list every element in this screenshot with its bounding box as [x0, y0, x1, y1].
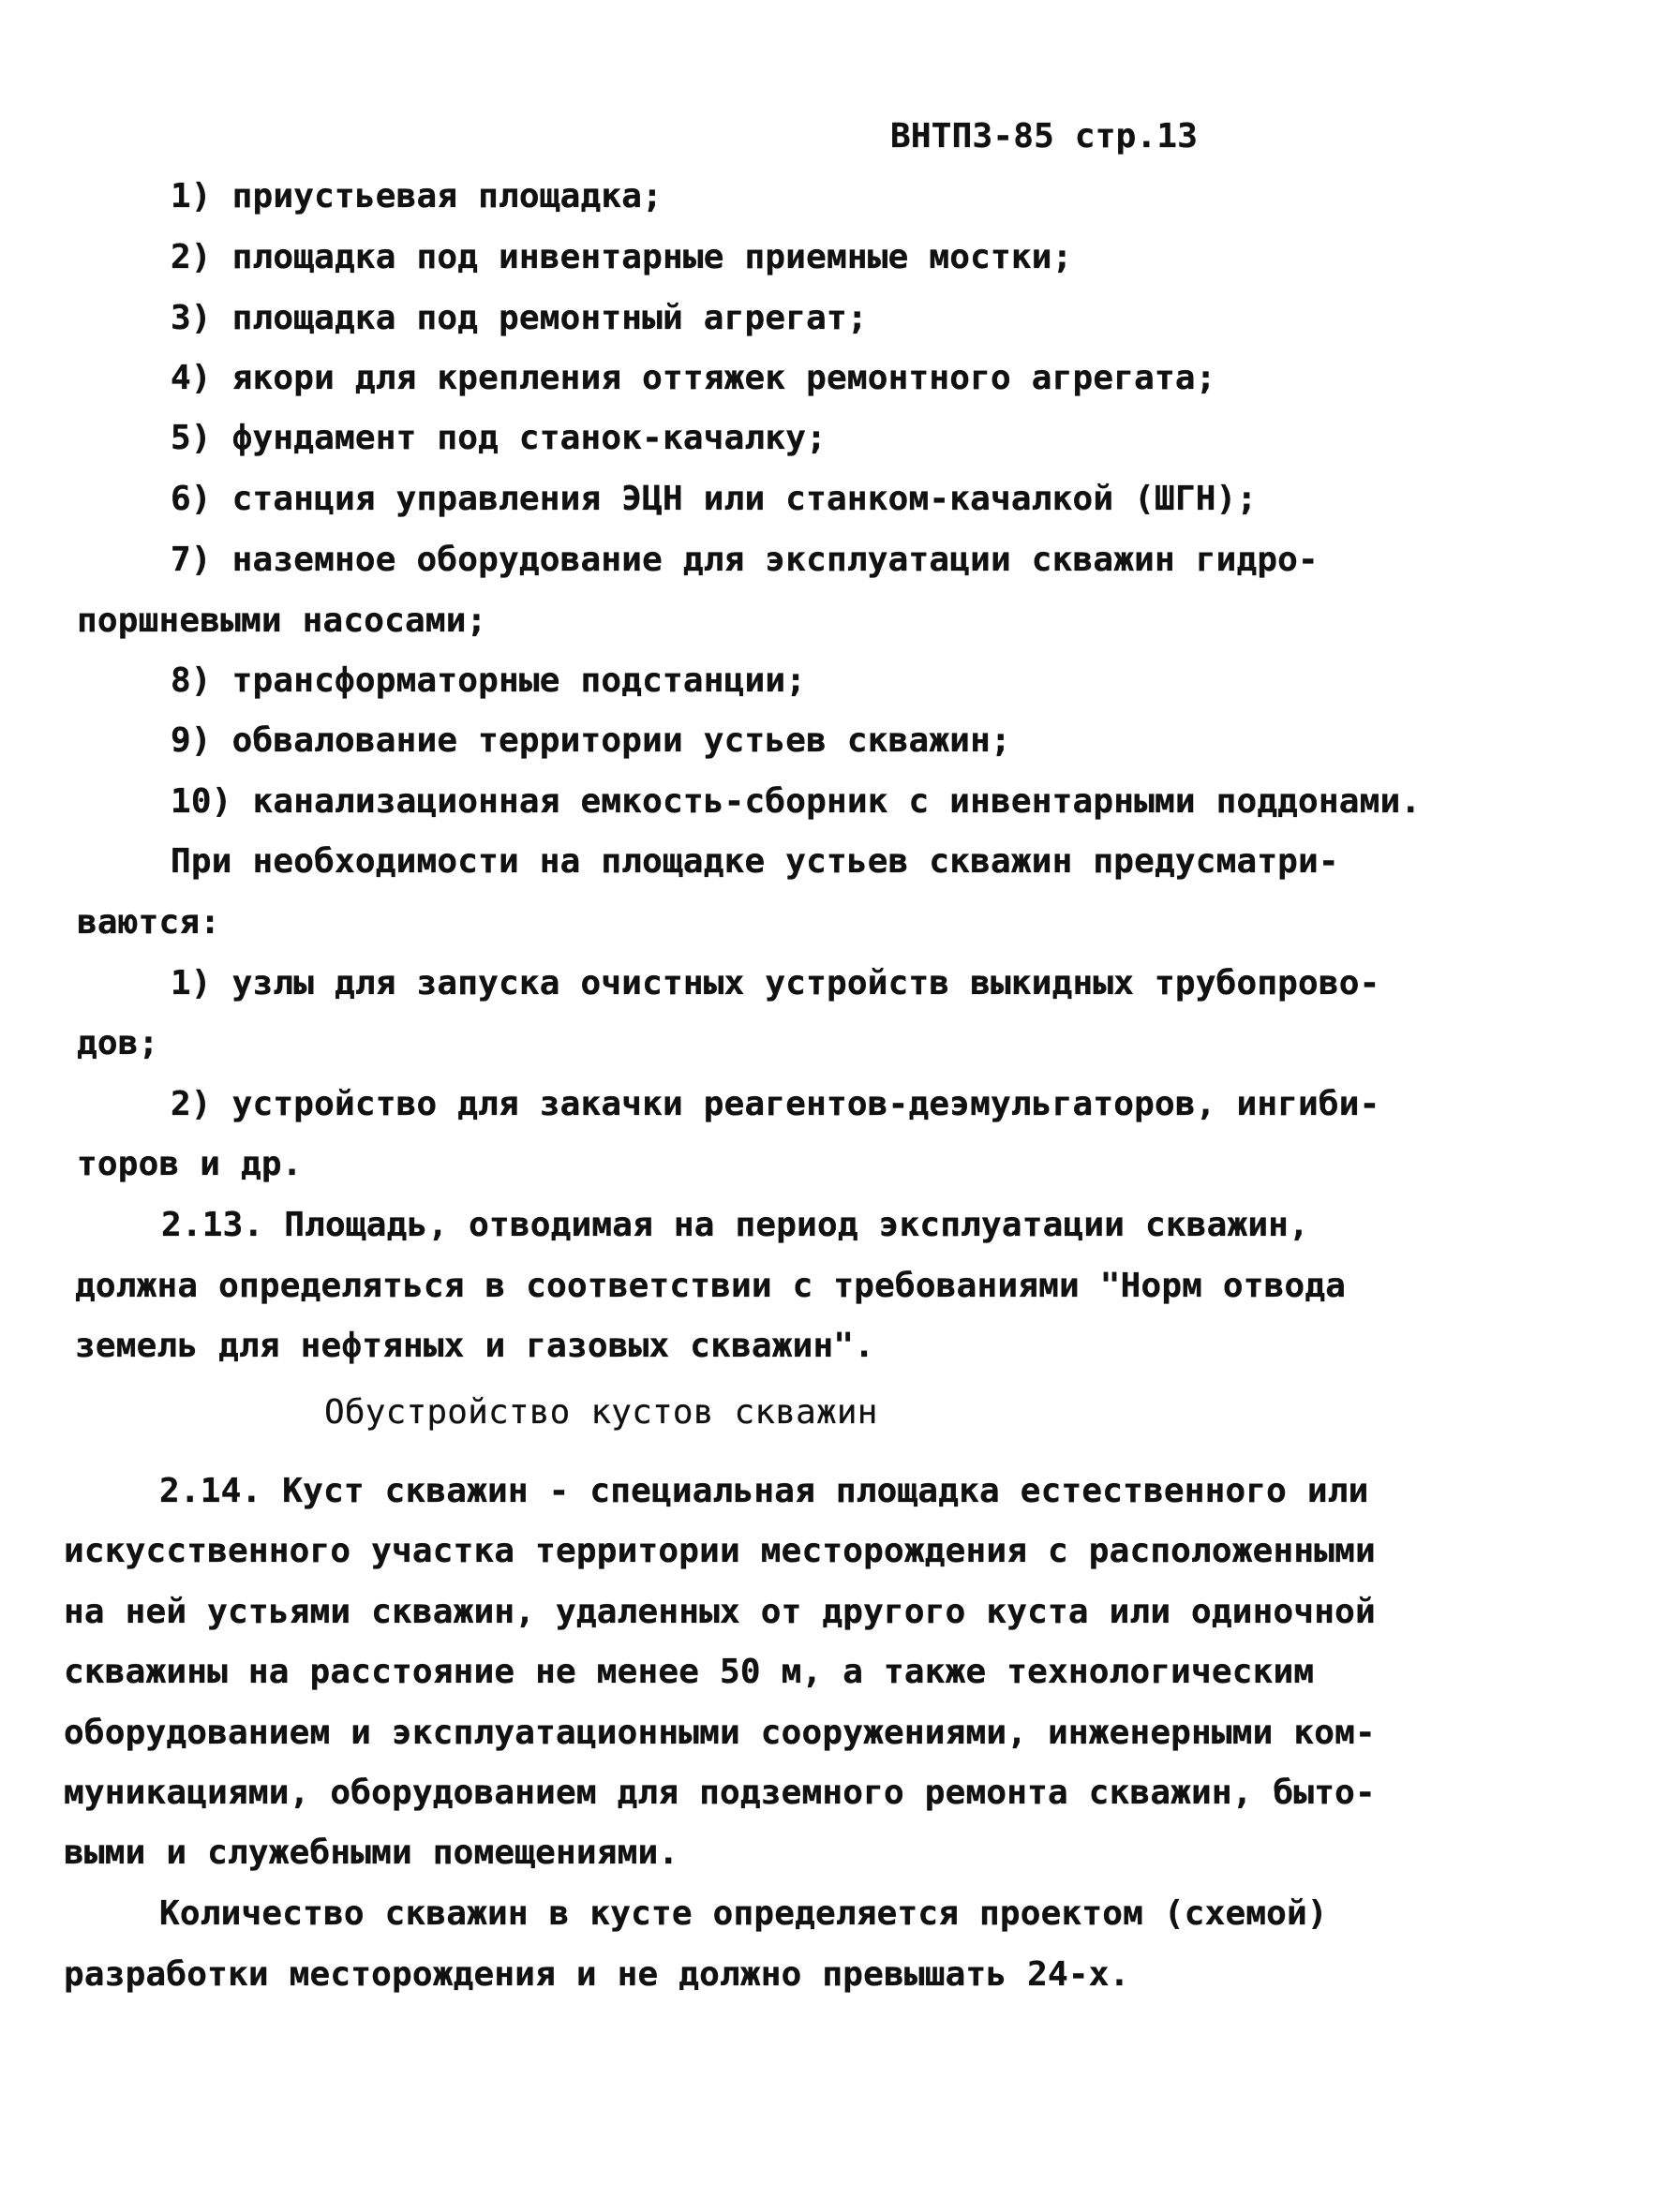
list-item: 5) фундамент под станок-качалку; — [171, 419, 827, 457]
list-item: 6) станция управления ЭЦН или станком-качалкой (ШГН); — [171, 480, 1258, 518]
paragraph-line: поршневыми насосами; — [77, 601, 487, 640]
list-item: 9) обвалование территории устьев скважин; — [171, 721, 1011, 760]
paragraph-line: 2.14. Куст скважин - специальная площадка естественного или — [159, 1472, 1369, 1510]
paragraph-line: скважины на расстояние не менее 50 м, а также технологическим — [64, 1653, 1315, 1691]
paragraph-line: должна определяться в соответствии с требованиями "Норм отвода — [75, 1267, 1347, 1305]
paragraph-line: муникациями, оборудованием для подземного ремонта скважин, быто- — [64, 1774, 1376, 1812]
paragraph-line: земель для нефтяных и газовых скважин". — [75, 1327, 875, 1365]
paragraph-line: выми и служебными помещениями. — [64, 1833, 679, 1872]
paragraph-line: дов; — [77, 1024, 159, 1062]
paragraph-line: на ней устьями скважин, удаленных от другого куста или одиночной — [64, 1593, 1376, 1631]
paragraph-line: При необходимости на площадке устьев скважин предусматри- — [171, 842, 1339, 881]
list-item: 2) устройство для закачки реагентов-деэмульгаторов, ингиби- — [171, 1085, 1380, 1123]
list-item: 1) приустьевая площадка; — [171, 177, 663, 215]
list-item: 7) наземное оборудование для эксплуатации скважин гидро- — [171, 541, 1319, 579]
paragraph-line: оборудованием и эксплуатационными сооружениями, инженерными ком- — [64, 1714, 1376, 1752]
paragraph-line: торов и др. — [77, 1145, 303, 1183]
list-item: 2) площадка под инвентарные приемные мостки; — [171, 238, 1073, 276]
paragraph-line: разработки месторождения и не должно превышать 24-х. — [64, 1955, 1130, 1994]
list-item: 10) канализационная емкость-сборник с инвентарными поддонами. — [171, 782, 1422, 821]
paragraph-line: Количество скважин в кусте определяется проектом (схемой) — [159, 1894, 1328, 1933]
list-item: 1) узлы для запуска очистных устройств выкидных трубопрово- — [171, 964, 1380, 1002]
list-item: 3) площадка под ремонтный агрегат; — [171, 299, 868, 337]
paragraph-line: ваются: — [77, 903, 221, 942]
list-item: 8) трансформаторные подстанции; — [171, 661, 807, 700]
paragraph-line: искусственного участка территории месторождения с расположенными — [64, 1532, 1376, 1570]
list-item: 4) якори для крепления оттяжек ремонтного агрегата; — [171, 359, 1216, 397]
page-header: ВНТП3-85 стр.13 — [890, 117, 1199, 156]
paragraph-line: 2.13. Площадь, отводимая на период эксплуатации скважин, — [161, 1206, 1309, 1244]
section-heading: Обустройство кустов скважин — [324, 1393, 878, 1432]
